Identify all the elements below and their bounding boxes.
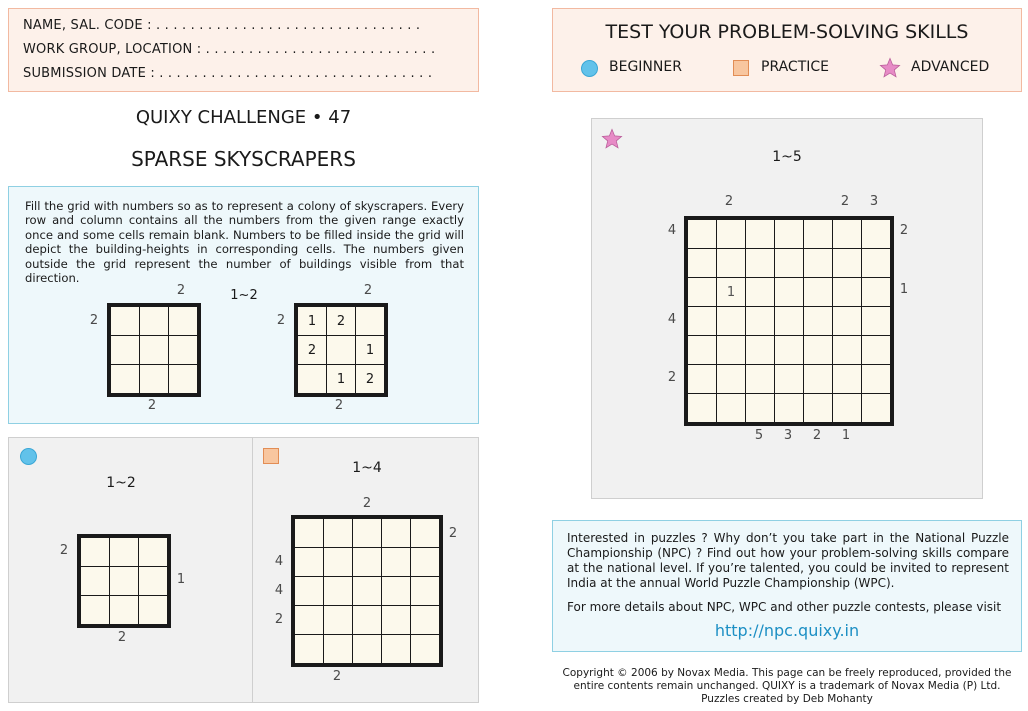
grid-cell[interactable] — [833, 365, 861, 393]
grid-cell — [169, 365, 197, 393]
example-range: 1~2 — [230, 288, 258, 303]
practice-bottom-clue: 2 — [332, 669, 342, 684]
practice-label: PRACTICE — [761, 59, 830, 75]
grid-cell[interactable] — [746, 278, 774, 306]
grid-cell[interactable] — [833, 220, 861, 248]
grid-cell[interactable] — [833, 278, 861, 306]
grid-cell[interactable] — [324, 606, 352, 634]
grid-cell: 1 — [298, 307, 326, 335]
grid-cell[interactable] — [833, 307, 861, 335]
grid-cell[interactable] — [295, 548, 323, 576]
advanced-top-clue: 3 — [869, 194, 879, 209]
grid-cell[interactable] — [324, 577, 352, 605]
advanced-top-clue: 2 — [724, 194, 734, 209]
npc-info-box — [552, 520, 1022, 652]
grid-cell[interactable] — [717, 365, 745, 393]
npc-link[interactable]: http://npc.quixy.in — [714, 621, 860, 640]
grid-cell — [356, 307, 384, 335]
grid-cell[interactable] — [81, 596, 109, 624]
submission-date-field[interactable]: SUBMISSION DATE : . . . . . . . . . . . . . . . . . . . . . . . . . . . . . . . . — [23, 66, 433, 81]
advanced-range: 1~5 — [772, 149, 802, 165]
grid-cell[interactable] — [833, 336, 861, 364]
grid-cell[interactable] — [833, 394, 861, 422]
advanced-puzzle-box — [591, 118, 983, 499]
grid-cell[interactable] — [775, 336, 803, 364]
grid-cell[interactable] — [411, 577, 439, 605]
grid-cell — [140, 365, 168, 393]
grid-cell[interactable] — [353, 519, 381, 547]
grid-cell[interactable] — [688, 249, 716, 277]
instructions-text: Fill the grid with numbers so as to represent a colony of skyscrapers. Every row and column contains all the numbers from the given range exactly once and some cells remain blank. Numbers to be filled inside the grid will depict the building-heights in corresponding cells. The numbers given outside the grid represent the number of buildings visible from that direction. — [25, 199, 464, 286]
grid-cell — [140, 336, 168, 364]
grid-cell[interactable] — [139, 538, 167, 566]
copyright-line-1: Copyright © 2006 by Novax Media. This page can be freely reproduced, provided the — [562, 667, 1012, 679]
grid-cell[interactable] — [295, 635, 323, 663]
grid-cell: 2 — [298, 336, 326, 364]
grid-cell[interactable] — [324, 519, 352, 547]
solution-bottom-clue: 2 — [334, 398, 344, 413]
example-puzzle-grid — [107, 303, 201, 397]
advanced-right-clue: 2 — [899, 223, 909, 238]
grid-cell[interactable] — [81, 567, 109, 595]
advanced-bottom-clue: 3 — [783, 428, 793, 443]
star-icon — [879, 57, 901, 79]
grid-cell[interactable] — [862, 249, 890, 277]
puzzle-credit: Puzzles created by Deb Mohanty — [701, 693, 873, 705]
grid-cell[interactable] — [295, 606, 323, 634]
grid-cell — [140, 307, 168, 335]
solution-left-clue: 2 — [276, 313, 286, 328]
grid-cell[interactable] — [717, 220, 745, 248]
grid-cell[interactable] — [804, 249, 832, 277]
advanced-right-clue: 1 — [899, 282, 909, 297]
grid-cell[interactable] — [688, 336, 716, 364]
grid-cell[interactable] — [411, 635, 439, 663]
grid-cell[interactable] — [804, 365, 832, 393]
grid-cell[interactable] — [717, 249, 745, 277]
advanced-top-clue: 2 — [840, 194, 850, 209]
grid-cell[interactable] — [382, 606, 410, 634]
grid-cell[interactable] — [804, 307, 832, 335]
practice-left-clue: 2 — [274, 612, 284, 627]
practice-left-clue: 4 — [274, 583, 284, 598]
grid-cell[interactable] — [717, 307, 745, 335]
beginner-bottom-clue: 2 — [117, 630, 127, 645]
advanced-left-clue: 2 — [667, 370, 677, 385]
grid-cell[interactable] — [353, 548, 381, 576]
example-left-clue: 2 — [89, 313, 99, 328]
beginner-label: BEGINNER — [609, 59, 682, 75]
grid-cell[interactable] — [139, 596, 167, 624]
skills-heading: TEST YOUR PROBLEM-SOLVING SKILLS — [605, 21, 969, 43]
advanced-label: ADVANCED — [911, 59, 990, 75]
practice-top-clue: 2 — [362, 496, 372, 511]
grid-cell[interactable] — [110, 596, 138, 624]
grid-cell[interactable] — [295, 577, 323, 605]
beginner-puzzle-box — [8, 437, 264, 703]
practice-right-clue: 2 — [448, 526, 458, 541]
grid-cell: 1 — [356, 336, 384, 364]
solution-top-clue: 2 — [363, 283, 373, 298]
advanced-left-clue: 4 — [667, 223, 677, 238]
grid-cell[interactable] — [353, 635, 381, 663]
grid-cell[interactable] — [324, 548, 352, 576]
grid-cell[interactable] — [411, 548, 439, 576]
challenge-number-title: QUIXY CHALLENGE • 47 — [135, 107, 352, 128]
instructions-box — [8, 186, 479, 424]
grid-cell: 1 — [327, 365, 355, 393]
workgroup-field[interactable]: WORK GROUP, LOCATION : . . . . . . . . . . . . . . . . . . . . . . . . . . . — [23, 42, 436, 57]
grid-cell[interactable] — [139, 567, 167, 595]
grid-cell[interactable] — [746, 249, 774, 277]
grid-cell — [169, 336, 197, 364]
grid-cell[interactable] — [862, 220, 890, 248]
grid-cell[interactable] — [775, 278, 803, 306]
grid-cell[interactable] — [775, 365, 803, 393]
grid-cell[interactable] — [688, 220, 716, 248]
grid-cell[interactable] — [804, 278, 832, 306]
grid-cell[interactable] — [382, 548, 410, 576]
grid-cell[interactable] — [804, 336, 832, 364]
grid-cell[interactable] — [688, 365, 716, 393]
practice-left-clue: 4 — [274, 554, 284, 569]
grid-cell[interactable] — [353, 577, 381, 605]
grid-cell[interactable] — [746, 336, 774, 364]
advanced-bottom-clue: 2 — [812, 428, 822, 443]
example-top-clue: 2 — [176, 283, 186, 298]
beginner-right-clue: 1 — [176, 572, 186, 587]
advanced-bottom-clue: 1 — [841, 428, 851, 443]
practice-puzzle-box — [252, 437, 479, 703]
grid-cell[interactable] — [382, 577, 410, 605]
grid-cell[interactable] — [81, 538, 109, 566]
grid-cell[interactable] — [382, 519, 410, 547]
practice-range: 1~4 — [352, 460, 382, 476]
grid-cell — [327, 336, 355, 364]
grid-cell[interactable] — [746, 307, 774, 335]
npc-more-details: For more details about NPC, WPC and other puzzle contests, please visit — [567, 600, 1002, 614]
grid-cell — [111, 365, 139, 393]
grid-cell[interactable] — [295, 519, 323, 547]
npc-description: Interested in puzzles ? Why don’t you take part in the National Puzzle Championship (NPC) ? Find out how your problem-solving skills compare at the national level. If you’re talented, you could be invited to represent India at the annual World Puzzle Championship (WPC). — [567, 531, 1009, 590]
grid-cell: 2 — [327, 307, 355, 335]
grid-cell[interactable] — [862, 365, 890, 393]
grid-cell[interactable] — [411, 606, 439, 634]
beginner-left-clue: 2 — [59, 543, 69, 558]
circle-icon — [20, 448, 37, 465]
grid-cell — [111, 307, 139, 335]
puzzle-title: SPARSE SKYSCRAPERS — [131, 147, 356, 171]
grid-cell[interactable] — [775, 307, 803, 335]
grid-cell[interactable] — [804, 220, 832, 248]
copyright-line-2: entire contents remain unchanged. QUIXY is a trademark of Novax Media (P) Ltd. — [573, 680, 1001, 692]
grid-cell[interactable] — [775, 249, 803, 277]
square-icon — [263, 448, 279, 464]
grid-cell — [169, 307, 197, 335]
grid-cell[interactable] — [324, 635, 352, 663]
grid-cell[interactable] — [862, 278, 890, 306]
advanced-grid — [684, 216, 894, 426]
grid-cell — [298, 365, 326, 393]
grid-cell — [111, 336, 139, 364]
grid-cell[interactable] — [353, 606, 381, 634]
grid-cell[interactable] — [382, 635, 410, 663]
circle-icon — [581, 60, 598, 77]
entry-form-box — [8, 8, 479, 92]
practice-grid — [291, 515, 443, 667]
grid-cell[interactable] — [688, 307, 716, 335]
grid-cell[interactable] — [862, 336, 890, 364]
grid-cell[interactable] — [746, 365, 774, 393]
skills-legend-box — [552, 8, 1022, 92]
grid-cell[interactable] — [775, 220, 803, 248]
example-solution-grid — [294, 303, 388, 397]
grid-cell[interactable] — [688, 394, 716, 422]
grid-cell[interactable] — [833, 249, 861, 277]
grid-cell[interactable] — [688, 278, 716, 306]
advanced-bottom-clue: 5 — [754, 428, 764, 443]
grid-cell[interactable] — [746, 394, 774, 422]
grid-cell[interactable] — [862, 394, 890, 422]
example-bottom-clue: 2 — [147, 398, 157, 413]
beginner-range: 1~2 — [106, 475, 136, 491]
beginner-grid — [77, 534, 171, 628]
grid-cell[interactable] — [110, 538, 138, 566]
grid-cell[interactable] — [804, 394, 832, 422]
grid-cell: 2 — [356, 365, 384, 393]
name-field[interactable]: NAME, SAL. CODE : . . . . . . . . . . . . . . . . . . . . . . . . . . . . . . . — [23, 18, 421, 33]
grid-cell[interactable] — [717, 336, 745, 364]
grid-cell[interactable] — [717, 394, 745, 422]
grid-cell[interactable] — [746, 220, 774, 248]
square-icon — [733, 60, 749, 76]
star-icon — [601, 128, 623, 150]
given-cell: 1 — [717, 278, 745, 306]
grid-cell[interactable] — [775, 394, 803, 422]
grid-cell[interactable] — [862, 307, 890, 335]
grid-cell[interactable] — [110, 567, 138, 595]
advanced-left-clue: 4 — [667, 312, 677, 327]
grid-cell[interactable] — [411, 519, 439, 547]
